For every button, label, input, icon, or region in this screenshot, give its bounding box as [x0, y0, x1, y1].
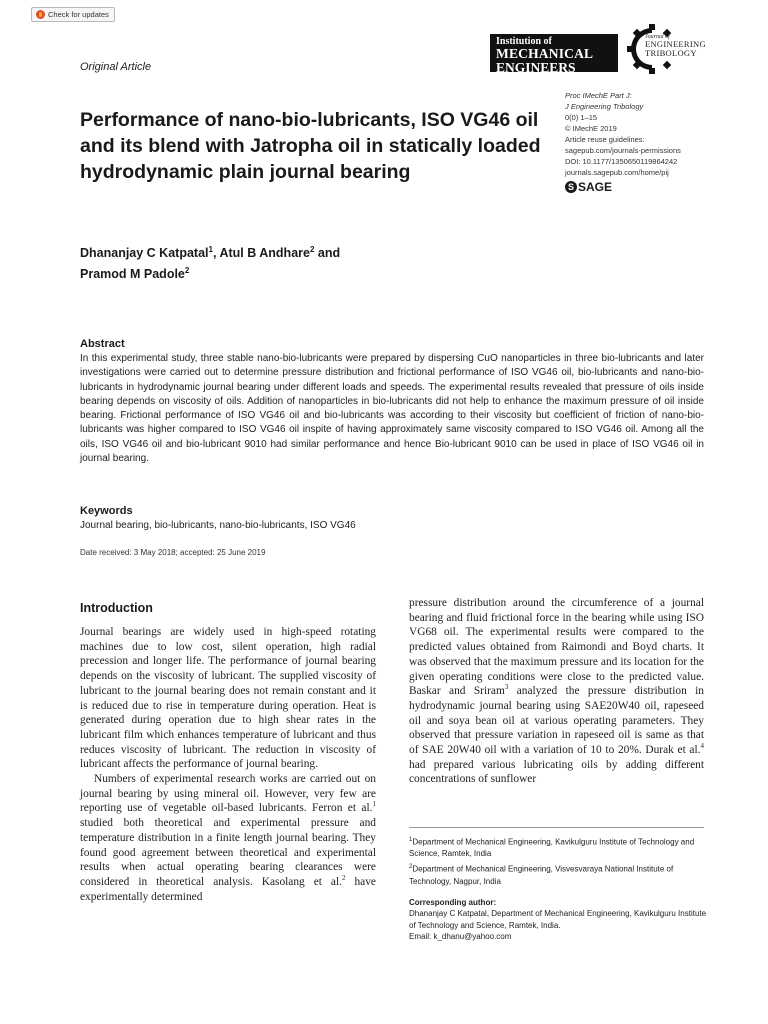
check-updates-label: Check for updates — [48, 10, 109, 19]
author-1-affiliation: 1 — [208, 245, 213, 254]
check-for-updates-button[interactable] — [31, 7, 115, 22]
left-column — [80, 625, 376, 904]
journal-home-link[interactable]: journals.sagepub.com/home/pij — [565, 168, 669, 177]
author-1[interactable]: Dhananjay C Katpatal — [80, 246, 209, 261]
footnote-2-marker: 2 — [409, 864, 413, 871]
journal-name-line1: ENGINEERING — [645, 39, 706, 50]
citation-1[interactable]: 1 — [372, 800, 376, 809]
journal-meta-line4: © IMechE 2019 — [565, 124, 617, 133]
intro-r-part-a: pressure distribution around the circumference of a journal bearing and fluid frictional force in the bearing while using ISO VG68 oil. The experimental results were compared to the predicted values obtained from Raimondi and Boyd charts. It was observed that the maximum pressure and its location for the given operating conditions were close to the predicted value. Baskar and Sriram — [409, 597, 704, 698]
author-2[interactable]: Atul B Andhare — [219, 246, 310, 261]
author-and: and — [314, 246, 341, 261]
intro-r-part-b: analyzed the pressure distribution in hydrodynamic journal bearing using SAE20W40 oil, rapeseed oil and soya bean oil at various operating parameters. They observed that pressure variation in rapeseed oil is same as that of SAE 20W40 oil with a variation of 10 to 20%. Durak et al. — [409, 685, 705, 757]
intro-p2-part-c: have experimentally determined — [80, 875, 376, 903]
citation-3[interactable]: 3 — [504, 683, 509, 692]
dates-received-accepted: Date received: 3 May 2018; accepted: 25 June 2019 — [80, 548, 266, 557]
doi-link[interactable]: DOI: 10.1177/1350650119864242 — [565, 157, 678, 166]
keywords-text: Journal bearing, bio-lubricants, nano-bio-lubricants, ISO VG46 — [80, 520, 356, 531]
footnote-1-text: Department of Mechanical Engineering, Kavikulguru Institute of Technology and Science, Ramtek, India — [409, 837, 695, 859]
journal-meta — [565, 90, 681, 178]
author-separator: , — [212, 246, 220, 261]
journal-meta-line3: 0(0) 1–15 — [565, 113, 598, 122]
footnote-affiliation-1 — [409, 835, 709, 859]
intro-r-part-c: had prepared various lubricating oils by adding different concentrations of sunflower — [409, 758, 704, 786]
author-list — [80, 241, 440, 283]
author-3[interactable]: Pramod M Padole — [80, 267, 185, 282]
article-type: Original Article — [80, 61, 152, 73]
sage-label: SAGE — [578, 180, 613, 194]
footnotes — [409, 835, 709, 943]
right-column — [409, 596, 704, 787]
intro-paragraph-continued — [409, 596, 704, 787]
keywords-heading: Keywords — [80, 505, 133, 517]
abstract-text: In this experimental study, three stable nano-bio-lubricants were prepared by dispersing CuO nanoparticles in three bio-lubricants and later investigations were carried out to determine pressure distribution and frictional performance of ISO VG46 oil, bio-lubricants and nano-bio-lubricants in hydrodynamic journal bearing under different loads and speeds. The experimental results revealed that pressure of oils inside bearing depends on viscosity of oils. Addition of nanoparticles in bio-lubricants did not help to enhance the maximum pressure of oil inside bearing. Frictional performance of ISO VG46 oil and bio-lubricants was according to their viscosity but coefficient of friction of nano-bio-lubricants was higher compared to ISO VG46 oil inspite of having approximately same viscosity compared to ISO VG46 oil. Among all the oils, ISO VG46 oil and bio-lubricant 9010 had similar performance and hence Bio-lubricant 9010 can be used in place of ISO VG46 oil in journal bearing. — [80, 353, 704, 465]
imeche-logo-line1: Institution of — [496, 36, 552, 47]
journal-name-line2: TRIBOLOGY — [645, 48, 697, 59]
intro-paragraph-1: Journal bearings are widely used in high-speed rotating machines due to low cost, silent operation, high radial precession and longer life. The performance of journal bearing depends on the viscosity of lubricant. The supplied viscosity of lubricant to the journal bearing does not remain constant and it is reduced due to rise in temperature during operation. Heat is generated during operation due to high shear rates in the lubricant film which enhances temperature of lubricant and thus reduces viscosity of lubricant. The reduction in viscosity of lubricant affects the performance of journal bearing. — [80, 626, 376, 771]
journal-meta-line5: Article reuse guidelines: — [565, 135, 645, 144]
author-2-affiliation: 2 — [309, 245, 315, 254]
imeche-logo-line3: ENGINEERS — [496, 59, 576, 75]
article-title: Performance of nano-bio-lubricants, ISO VG46 oil and its blend with Jatropha oil in statically loaded hydrodynamic plain journal bearing — [80, 109, 541, 183]
footnote-divider — [409, 827, 704, 828]
journal-meta-line1: Proc IMechE Part J: — [565, 91, 632, 100]
intro-p2-part-b: studied both theoretical and experimental pressure and temperature distribution in a finite length journal bearing. They found good agreement between theoretical and experimental results when actual operating bearing clearances were considered in theoretical analysis. Kasolang et al. — [80, 817, 376, 888]
footnote-2-text: Department of Mechanical Engineering, Visvesvaraya National Institute of Technology, Nagpur, India — [409, 865, 674, 886]
footnote-affiliation-2 — [409, 862, 709, 886]
intro-paragraph-2 — [80, 772, 376, 904]
journal-of-label: Journal of — [645, 34, 670, 40]
crossmark-icon — [36, 10, 45, 19]
footnote-1-marker: 1 — [409, 837, 413, 843]
citation-4[interactable]: 4 — [700, 742, 704, 751]
citation-2[interactable]: 2 — [342, 874, 346, 883]
permissions-link[interactable]: sagepub.com/journals-permissions — [565, 146, 681, 155]
imeche-logo-line2: MECHANICAL — [496, 46, 594, 61]
intro-p2-part-a: Numbers of experimental research works are carried out on journal bearing by using mineral oil. However, very few are reporting use of vegetable oil-based lubricants. Ferron et al. — [80, 773, 376, 815]
imeche-logo — [490, 34, 618, 75]
corresponding-author-address: Dhananjay C Katpatal, Department of Mechanical Engineering, Kavikulguru Institute of Technology and Science, Ramtek, India. — [409, 909, 707, 930]
abstract-heading: Abstract — [80, 338, 125, 350]
journal-logo-text — [645, 34, 706, 58]
corresponding-author-heading: Corresponding author: — [409, 897, 497, 907]
sage-s-icon: S — [565, 181, 577, 193]
author-3-affiliation: 2 — [184, 266, 190, 276]
journal-meta-line2: J Engineering Tribology — [565, 102, 644, 111]
sage-logo — [565, 180, 612, 194]
introduction-heading: Introduction — [80, 601, 153, 615]
journal-logo — [627, 24, 737, 76]
corresponding-author-email[interactable]: Email: k_dhanu@yahoo.com — [409, 932, 512, 942]
